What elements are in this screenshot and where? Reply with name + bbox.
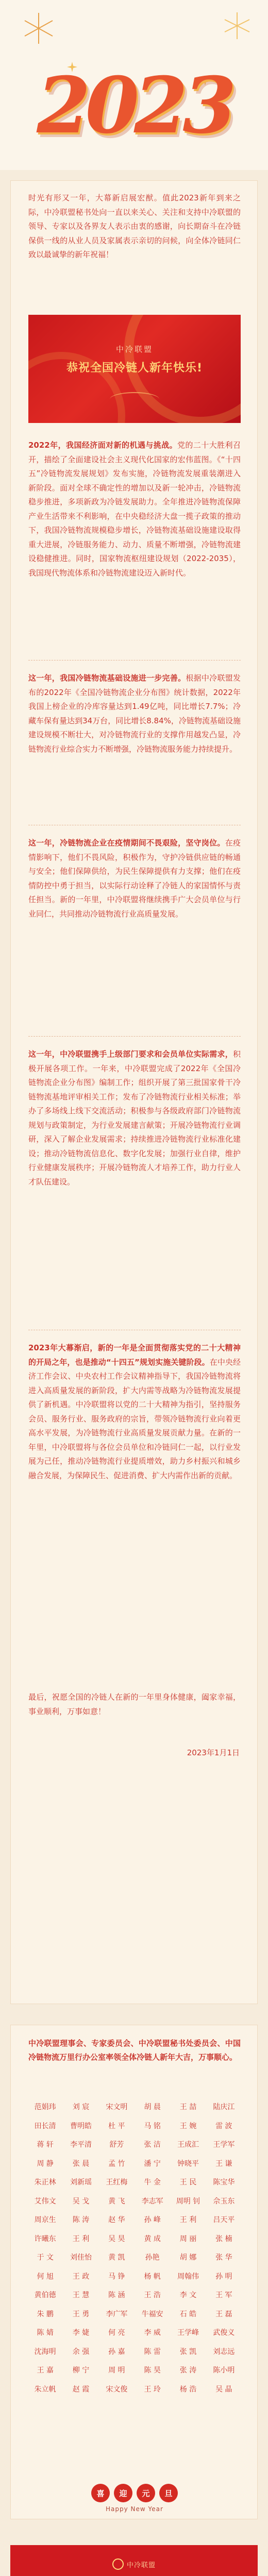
- member-name: 武俊义: [213, 2329, 235, 2337]
- member-name: 黄伯德: [34, 2291, 56, 2299]
- section-2022: [28, 438, 241, 580]
- member-name: 朱 鹏: [37, 2310, 54, 2318]
- member-name: 陆庆江: [213, 2103, 235, 2111]
- member-name: 王 利: [72, 2234, 90, 2243]
- member-name: 周明 钊: [176, 2197, 200, 2206]
- member-name: 张 华: [215, 2253, 232, 2262]
- poster-org: 中冷联盟: [126, 2561, 156, 2569]
- member-name: 吴 晶: [215, 2385, 232, 2394]
- member-name: 潘 宁: [144, 2159, 161, 2168]
- header-year: 2023: [37, 60, 231, 151]
- member-name: 周翰伟: [177, 2272, 199, 2281]
- member-name: 王 利: [179, 2216, 197, 2224]
- member-name: 张 涛: [179, 2366, 197, 2375]
- banner-title: 恭祝全国冷链人新年快乐!: [66, 362, 203, 375]
- member-name: 杨 浩: [179, 2385, 197, 2394]
- member-name: 黄 成: [144, 2234, 161, 2243]
- closing: [28, 1690, 241, 1719]
- section-lead: 2023年大幕渐启，新的一年是全面贯彻落实党的二十大精神的开局之年，也是推动“十四五”规划实施关键阶段。: [28, 1343, 241, 1367]
- names-grid: [27, 2100, 242, 2396]
- member-name: 张 楠: [215, 2234, 232, 2243]
- member-name: 朱正林: [34, 2178, 56, 2187]
- decor-arc: [110, 392, 159, 406]
- member-name: 陈 昊: [144, 2366, 161, 2375]
- member-name: 李 婕: [72, 2329, 90, 2337]
- member-name: 张 晨: [72, 2159, 90, 2168]
- member-name: 许曦东: [34, 2234, 56, 2243]
- member-name: 朱立帆: [34, 2385, 56, 2394]
- member-name: 蒋 轩: [37, 2141, 54, 2149]
- section-body: 积极开展各项工作。一年来，中冷联盟完成了2022年《全国冷链物流企业分布图》编制工作；组织开展了第三批国家骨干冷链物流基地评审相关工作；发布了冷链物流行业相关标准；举办了多场线上线下交流活动；积极参与各级政府部门冷链物流规划与政策制定，为行业发展建言献策；开展冷链物流行业调研，深入了解企业发展需求；持续推进冷链物流行业标准化建设；推动冷链物流信息化、数字化发展；加强行业自律，维护行业健康发展秩序；开展冷链物流人才培养工作，助力行业人才队伍建设。: [28, 1049, 241, 1187]
- member-name: 范娟玮: [34, 2103, 56, 2111]
- member-name: 张 洁: [144, 2141, 161, 2149]
- firework-icon: [21, 10, 57, 46]
- member-name: 黄 飞: [108, 2197, 125, 2206]
- member-name: 周 静: [37, 2159, 54, 2168]
- greeting-paragraph: 时光有形又一年，大幕新启展宏猷。值此2023新年到来之际，中冷联盟秘书处向一直以来关心、关注和支持中冷联盟的领导、专家以及各界友人表示由衷的感谢，向长期奋斗在冷链保供一线的从业人员及家属表示亲切的问候，向全体冷链同仁致以最诚挚的新年祝福！: [28, 193, 241, 259]
- member-name: 舒芳: [109, 2141, 124, 2149]
- member-name: 佘玉东: [213, 2197, 235, 2206]
- member-name: 黄 凯: [108, 2253, 125, 2262]
- divider: [28, 1036, 241, 1037]
- member-name: 刘新瑶: [70, 2178, 92, 2187]
- greeting-card: [10, 180, 258, 2004]
- member-name: 吴 昊: [108, 2234, 125, 2243]
- member-name: 王 军: [215, 2291, 232, 2299]
- member-name: 孙 峰: [144, 2216, 161, 2224]
- section-alliance-work: [28, 1047, 241, 1189]
- member-name: 王 谦: [215, 2159, 232, 2168]
- banner-org: 中冷联盟: [115, 345, 153, 354]
- member-name: 王 慧: [72, 2291, 90, 2299]
- seal-badge: 迎: [114, 2484, 132, 2502]
- member-name: 王 政: [72, 2272, 90, 2281]
- member-name: 王 喆: [179, 2103, 197, 2111]
- member-name: 陈宝华: [213, 2178, 235, 2187]
- happy-new-year: Happy New Year: [106, 2505, 163, 2513]
- new-year-poster: [10, 2545, 258, 2576]
- member-name: 杨 帆: [144, 2272, 161, 2281]
- closing-paragraph: 最后，祝愿全国的冷链人在新的一年里身体健康，阖家幸福，事业顺利，万事如意！: [28, 1692, 241, 1716]
- member-name: 石 皓: [179, 2310, 197, 2318]
- member-name: 陈 涵: [108, 2291, 125, 2299]
- member-name: 张 凯: [179, 2347, 197, 2356]
- member-name: 吴 戈: [72, 2197, 90, 2206]
- member-name: 宋文俊: [106, 2385, 128, 2394]
- greeting-banner: [28, 315, 241, 423]
- member-name: 李 文: [179, 2291, 197, 2299]
- member-name: 王 嘉: [37, 2366, 54, 2375]
- member-name: 刘 宸: [72, 2103, 90, 2111]
- section-infrastructure: [28, 671, 241, 756]
- member-name: 胡 娜: [179, 2253, 197, 2262]
- member-name: 吕天平: [213, 2216, 235, 2224]
- member-name: 王 磊: [215, 2310, 232, 2318]
- member-name: 雷 波: [215, 2122, 232, 2130]
- member-name: 胡 晨: [144, 2103, 161, 2111]
- header-banner: [0, 0, 268, 170]
- member-name: 孙 明: [215, 2272, 232, 2281]
- member-name: 牛 金: [144, 2178, 161, 2187]
- section-body: 党的二十大胜利召开，描绘了全面建设社会主义现代化国家的宏伟蓝图。《“十四五”冷链物流发展规划》发布实施，冷链物流发展重装潮进入新阶段。面对全球不确定性的增加以及新一轮冲击，冷链物流稳步推进，多项新政为冷链发展助力。全年推进冷链物流保障产业生活带来不利影响，在中央稳经济大盘一揽子政策的推动下，我国冷链物流规模稳步增长，冷链物流基础设施建设取得重大进展，冷链服务能力、动力、质量不断增强，冷链物流建设稳健推进。同时，国家物流枢纽建设规划（2022-2035），我国现代物流体系和冷链物流建设迈入新时代。: [28, 440, 241, 578]
- names-card: [10, 2025, 258, 2519]
- member-name: 柳 宁: [72, 2366, 90, 2375]
- member-name: 孙艳: [145, 2253, 160, 2262]
- member-name: 刘志远: [213, 2347, 235, 2356]
- logo-icon: [112, 2558, 124, 2570]
- member-name: 李平清: [70, 2141, 92, 2149]
- seal-badge: 元: [137, 2484, 155, 2502]
- member-name: 马 铮: [108, 2272, 125, 2281]
- member-name: 赵 霞: [72, 2385, 90, 2394]
- member-name: 李 威: [144, 2329, 161, 2337]
- section-body: 根据中冷联盟发布的2022年《全国冷链物流企业分布图》统计数据，2022年我国上榜企业的冷库容量达到1.49亿吨，同比增长7.7%；冷藏车保有量达到34万台，同比增长8.84%，冷链物流基础设施建设规模不断壮大，对冷链物流行业的支撑作用越发凸显，冷链物流行业综合实力不断增强，冷链物流服务能力持续提升。: [28, 673, 241, 754]
- member-name: 王 浩: [144, 2291, 161, 2299]
- section-lead: 这一年，我国冷链物流基础设施进一步完善。: [28, 673, 186, 683]
- member-name: 钟晓平: [177, 2159, 199, 2168]
- section-body: 在中央经济工作会议、中央农村工作会议精神指导下，我国冷链物流将进入高质量发展的新阶段，扩大内需等战略为冷链物流发展提供了新机遇。中冷联盟将以党的二十大精神为指引，坚持服务会员、服务行业、服务政府的宗旨，带领冷链物流行业向着更高水平发展，为冷链物流行业高质量发展贡献力量。在新的一年里，中冷联盟将与各位会员单位和冷链同仁一起，以行业发展为己任，推动冷链物流行业提质增效，助力乡村振兴和城乡融合发展，为保障民生、促进消费、扩大内需作出新的贡献。: [28, 1357, 241, 1480]
- member-name: 孟 竹: [108, 2159, 125, 2168]
- member-name: 王 婉: [179, 2122, 197, 2130]
- firework-icon: [222, 10, 253, 41]
- section-2023: [28, 1341, 241, 1483]
- member-name: 何 旭: [37, 2272, 54, 2281]
- member-name: 艾伟文: [34, 2197, 56, 2206]
- member-name: 王 勇: [72, 2310, 90, 2318]
- seal-row: [11, 2484, 258, 2502]
- section-lead: 这一年，冷链物流企业在疫情期间不畏艰险，坚守岗位。: [28, 838, 225, 848]
- member-name: 何 亮: [108, 2329, 125, 2337]
- member-name: 陈 雷: [144, 2347, 161, 2356]
- member-name: 李志军: [141, 2197, 163, 2206]
- member-name: 马 铭: [144, 2122, 161, 2130]
- names-intro: 中冷联盟理事会、专家委员会、中冷联盟秘书处委员会、中国冷链物流万里行办公室率领全体冷链人新年大吉，万事顺心。: [28, 2039, 241, 2062]
- member-name: 孙 嘉: [108, 2347, 125, 2356]
- member-name: 周 明: [108, 2366, 125, 2375]
- member-name: 刘佳怡: [70, 2253, 92, 2262]
- member-name: 宋文明: [106, 2103, 128, 2111]
- member-name: 王学军: [213, 2141, 235, 2149]
- member-name: 王成汇: [177, 2141, 199, 2149]
- section-body: 在疫情影响下，他们不畏风险，积极作为，守护冷链供应链的畅通与安全；他们保障供给，为民生保障提供有力支撑；他们在疫情防控中勇于担当，以实际行动诠释了冷链人的家国情怀与责任担当。新的一年里，中冷联盟将继续携手广大会员单位与行业同仁，共同推动冷链物流行业高质量发展。: [28, 838, 241, 919]
- member-name: 于 文: [37, 2253, 54, 2262]
- member-name: 陈 涛: [72, 2216, 90, 2224]
- member-name: 曹明皓: [70, 2122, 92, 2130]
- seal-badge: 旦: [159, 2484, 178, 2502]
- member-name: 王学峰: [177, 2329, 199, 2337]
- greeting-intro: [28, 191, 241, 262]
- member-name: 周京生: [34, 2216, 56, 2224]
- letter-date: 2023年1月1日: [187, 1748, 240, 1757]
- member-name: 陈 婧: [37, 2329, 54, 2337]
- seal-badge: 喜: [91, 2484, 110, 2502]
- member-name: 王红梅: [106, 2178, 128, 2187]
- member-name: 沈海明: [34, 2347, 56, 2356]
- member-name: 王 民: [179, 2178, 197, 2187]
- member-name: 陈小明: [213, 2366, 235, 2375]
- member-name: 周 丽: [179, 2234, 197, 2243]
- poster-logo: [10, 2558, 258, 2570]
- section-lead: 2022年，我国经济面对新的机遇与挑战。: [28, 440, 177, 450]
- member-name: 余 强: [72, 2347, 90, 2356]
- member-name: 李广军: [106, 2310, 128, 2318]
- member-name: 杜 平: [108, 2122, 125, 2130]
- section-lead: 这一年，中冷联盟携手上级部门要求和会员单位实际需求，: [28, 1049, 233, 1059]
- member-name: 牛福安: [141, 2310, 163, 2318]
- member-name: 赵 华: [108, 2216, 125, 2224]
- section-enterprises: [28, 836, 241, 921]
- member-name: 王 玲: [144, 2385, 161, 2394]
- member-name: 田长清: [34, 2122, 56, 2130]
